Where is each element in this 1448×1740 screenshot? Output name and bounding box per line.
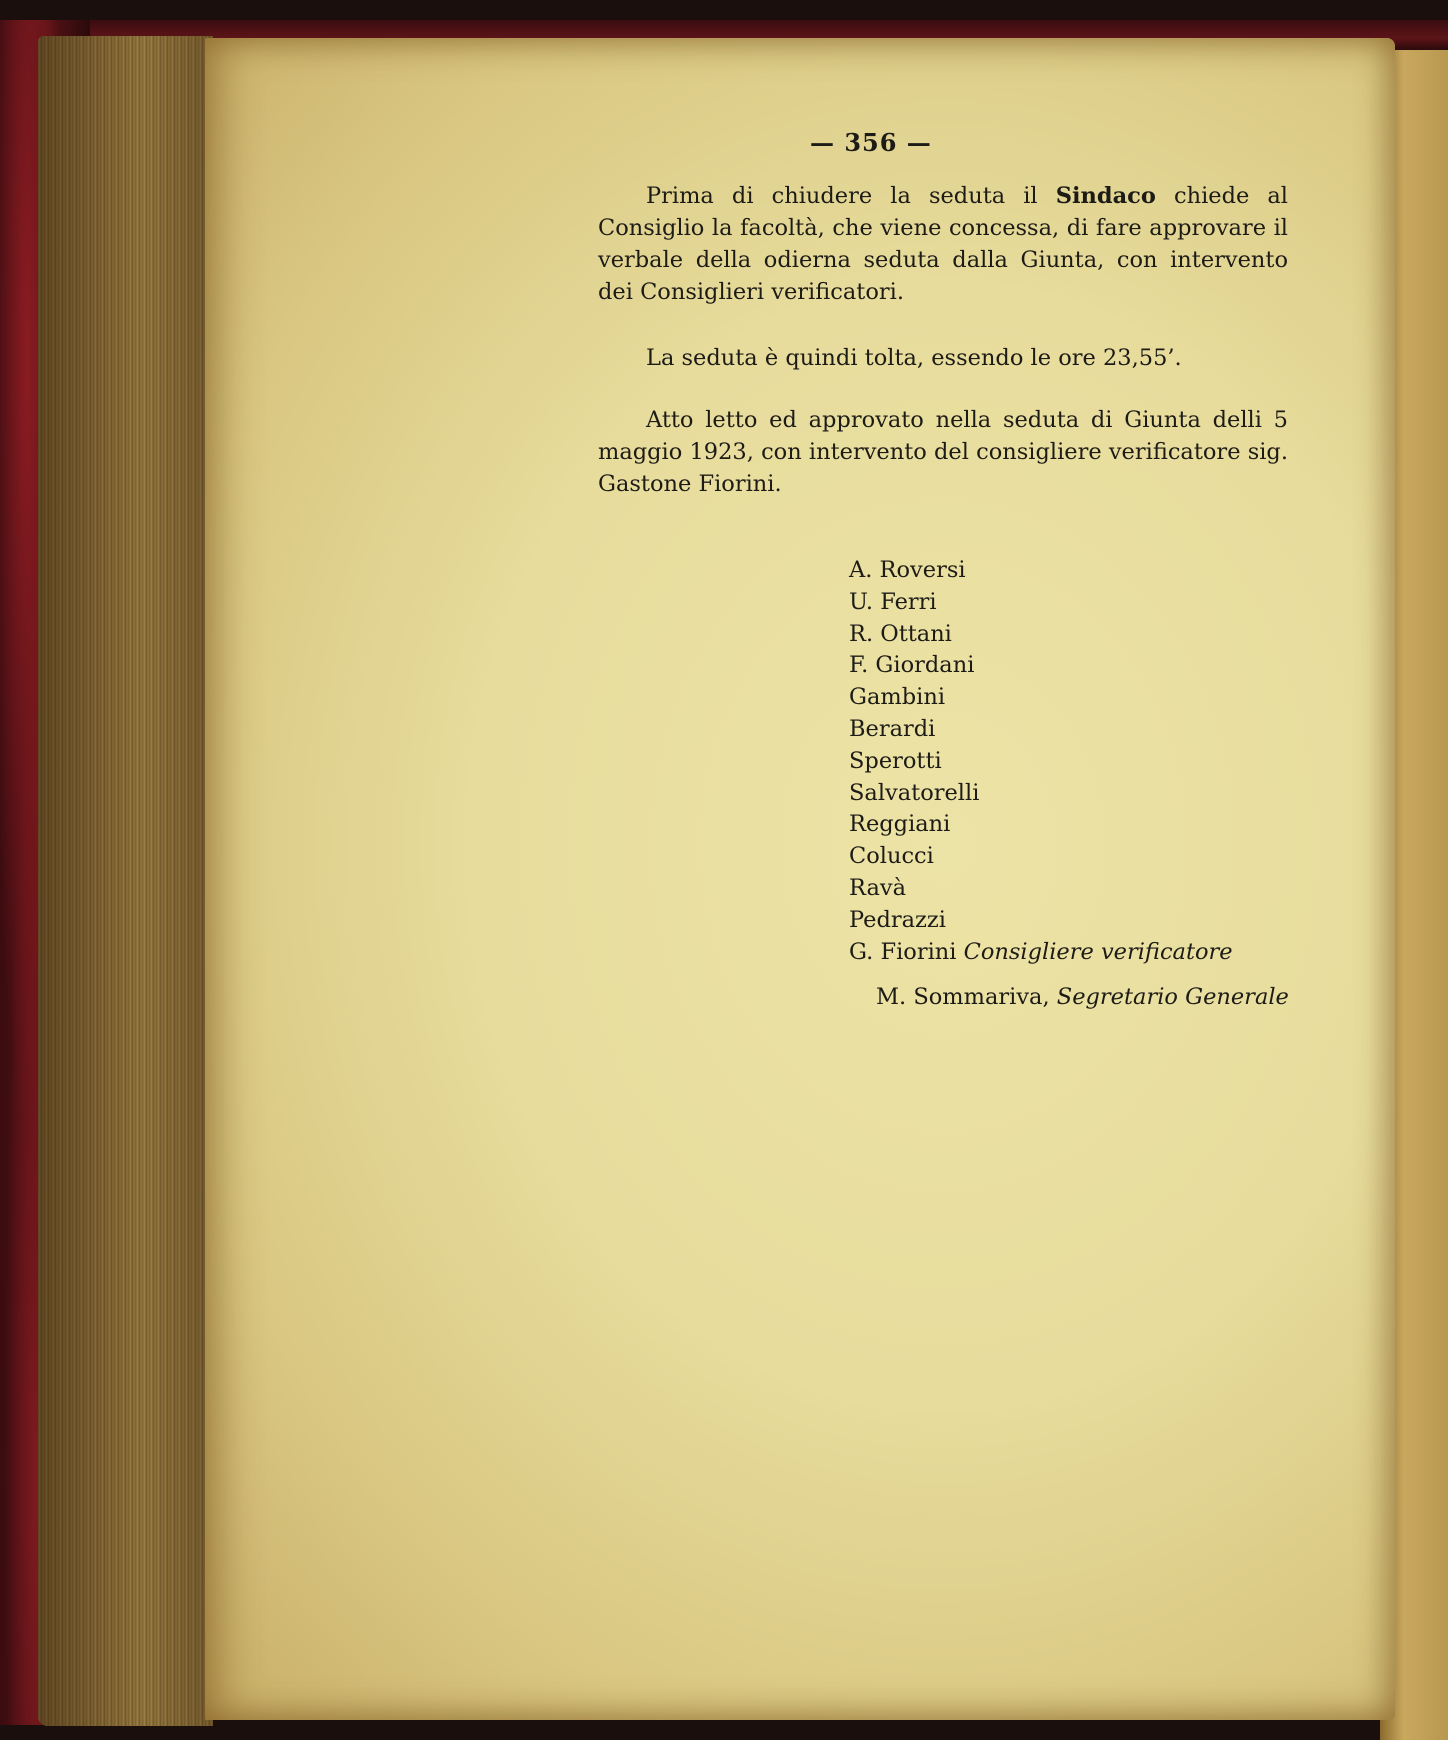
signature-list xyxy=(849,555,1233,968)
signature: Colucci xyxy=(849,843,934,870)
secretary-signature: M. Sommariva, Segretario Generale xyxy=(876,984,1289,1010)
signature: R. Ottani xyxy=(849,620,952,647)
signature: Gambini xyxy=(849,684,946,711)
signature: Berardi xyxy=(849,715,936,742)
paragraph-closing-request: Prima di chiudere la seduta il Sindaco chiede al Consiglio la facoltà, che viene concessa, di fare approvare il verbale della odierna seduta dalla Giunta, con intervento dei Consiglieri verificatori. xyxy=(598,183,1288,305)
signature: A. Roversi xyxy=(849,557,966,583)
signature: U. Ferri xyxy=(849,588,937,615)
signature: Salvatorelli xyxy=(849,779,980,806)
signature: Reggiani xyxy=(849,811,951,838)
secretary-role: Segretario Generale xyxy=(1056,984,1289,1010)
signature: F. Giordani xyxy=(849,652,975,679)
paragraph-approval: Atto letto ed approvato nella seduta di Giunta delli 5 maggio 1923, con intervento del consigliere verificatore sig. Gastone Fiorini. xyxy=(598,407,1288,497)
paragraph-session-closed: La seduta è quindi tolta, essendo le ore 23,55’. xyxy=(646,345,1182,371)
signature: Pedrazzi xyxy=(849,906,946,933)
sindaco-bold: Sindaco xyxy=(1055,183,1156,209)
verifier-role: Consigliere verificatore xyxy=(963,938,1233,965)
signature: Sperotti xyxy=(849,747,942,774)
page-number: — 356 — xyxy=(810,128,932,157)
signature: Ravà xyxy=(849,874,906,901)
signature-verifier: G. Fiorini Consigliere verificatore xyxy=(849,938,1233,965)
